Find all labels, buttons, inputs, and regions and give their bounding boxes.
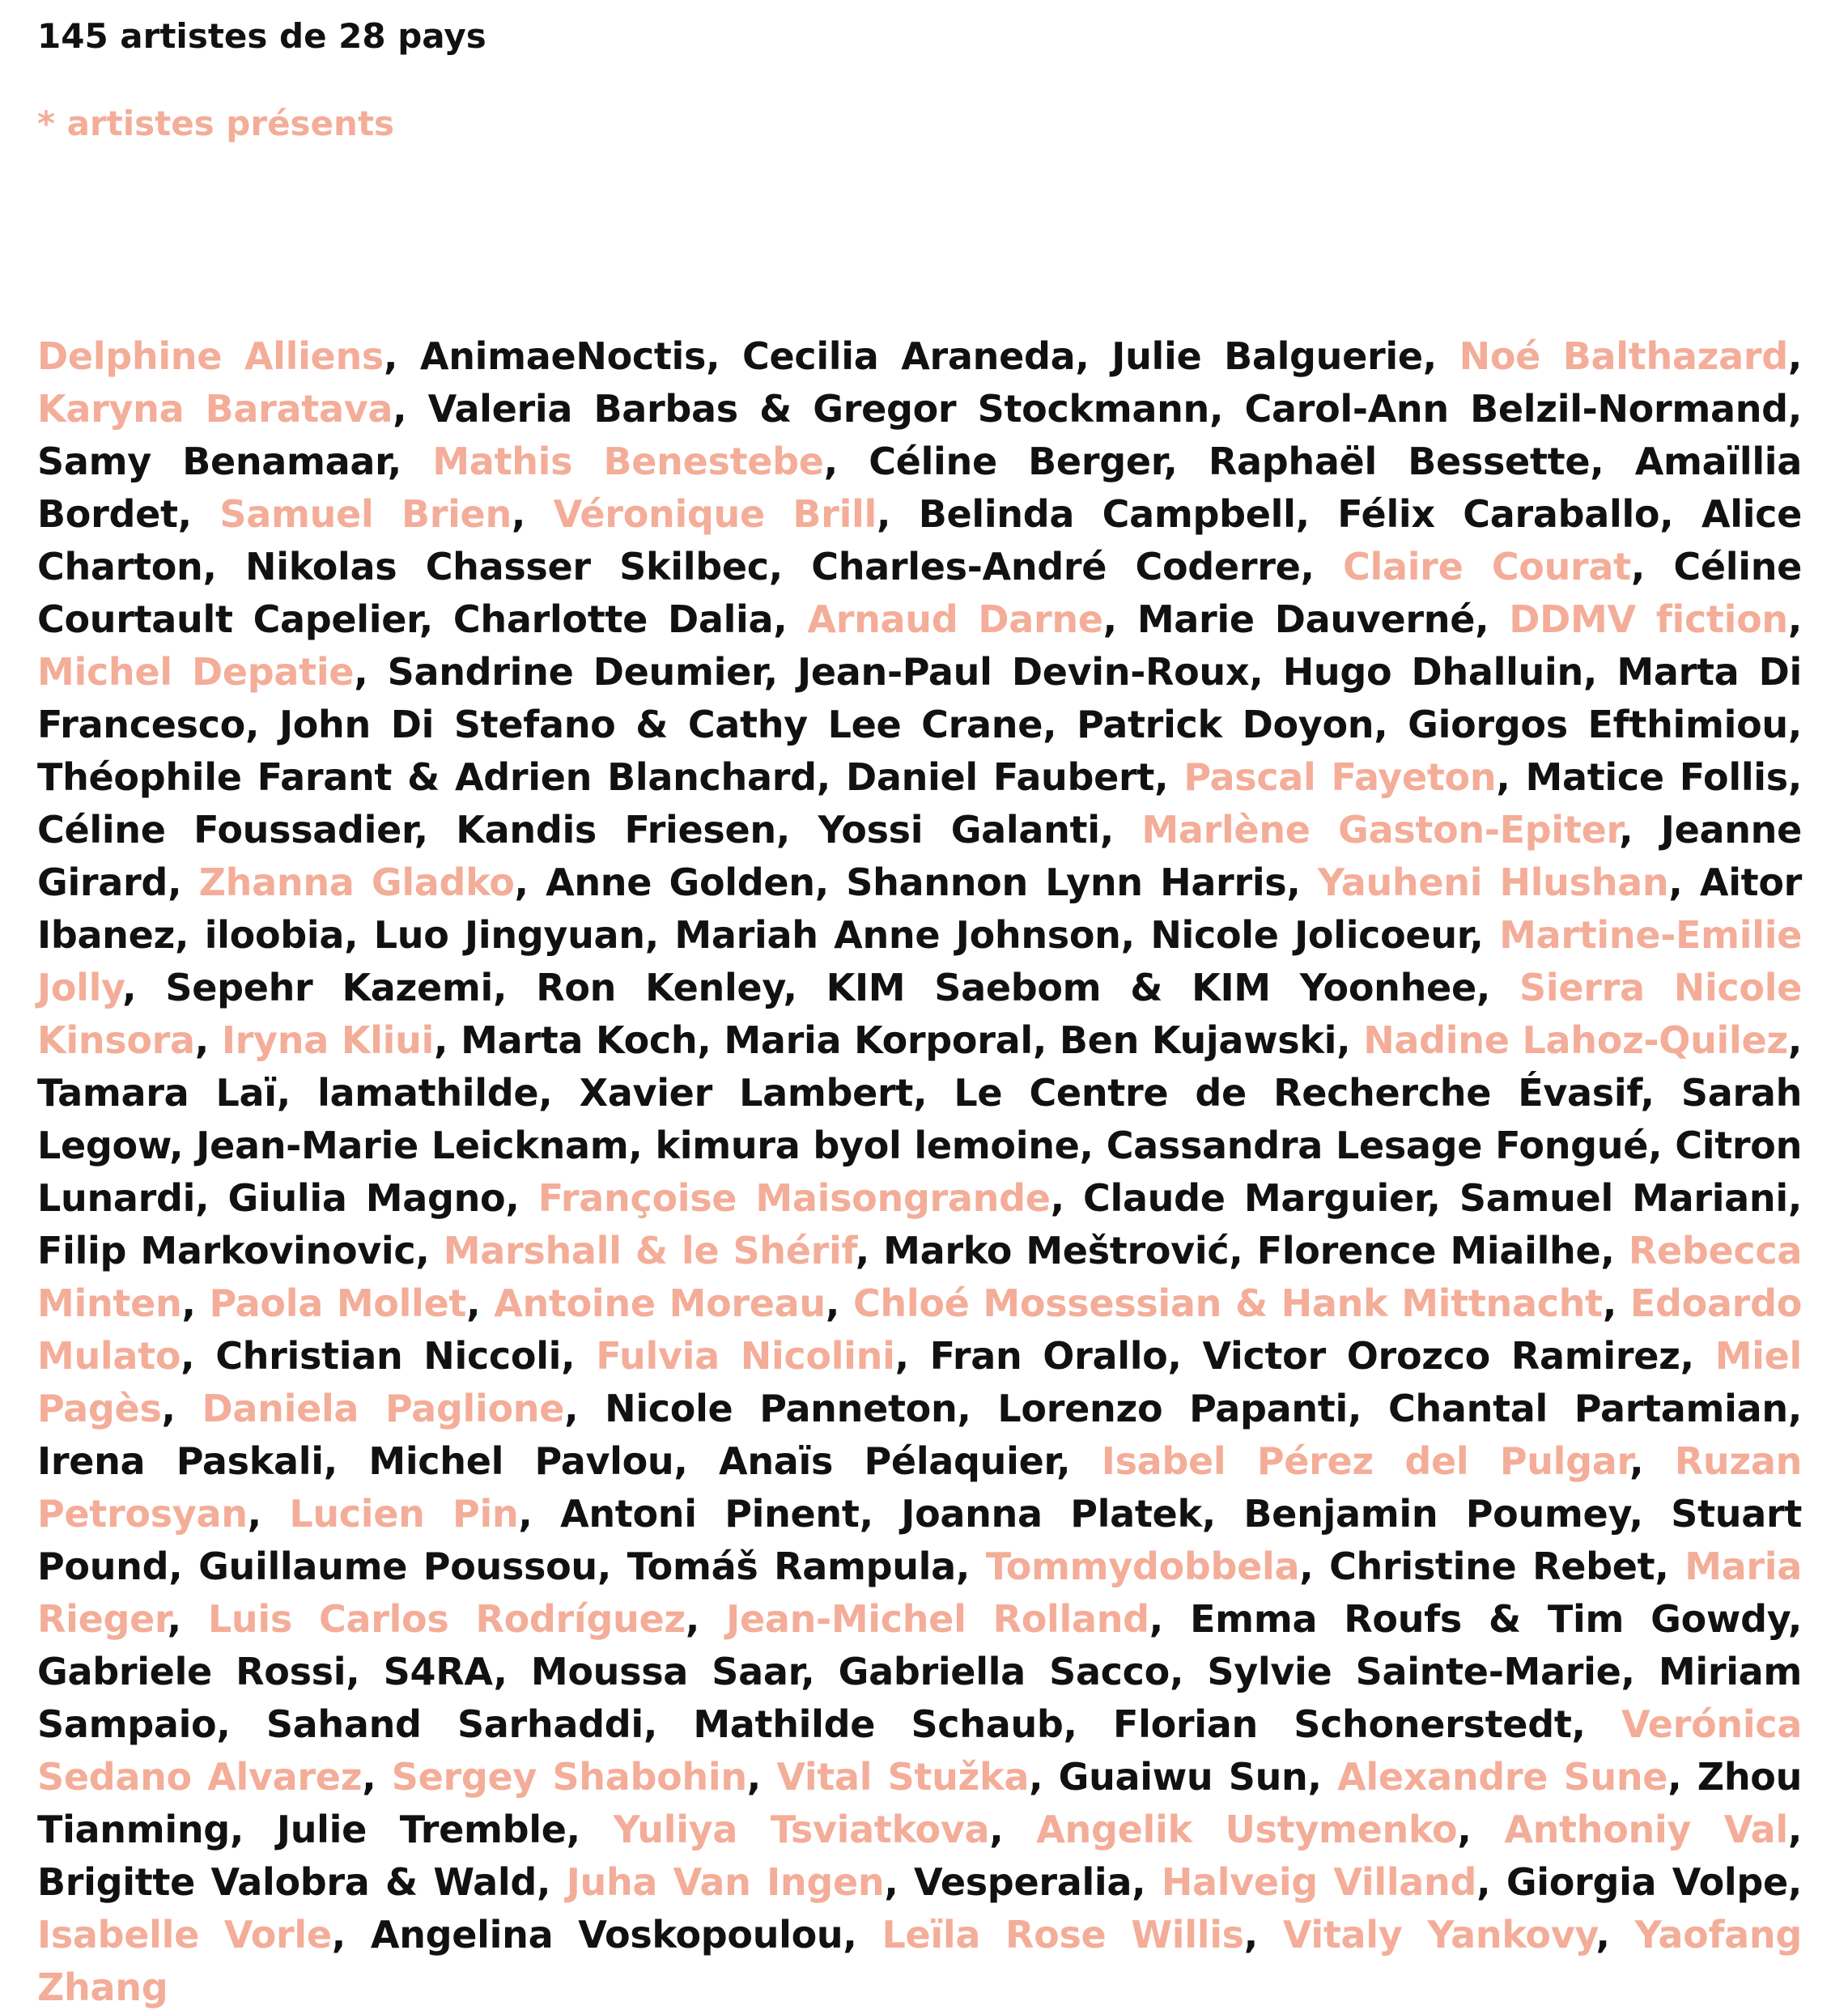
separator-comma: ,	[855, 1229, 884, 1273]
artist-name: Edoardo Mulato	[37, 1281, 1803, 1378]
separator-comma: ,	[344, 913, 374, 957]
artist-name: Marie Dauverné	[1136, 597, 1476, 641]
separator-comma: ,	[168, 1544, 199, 1588]
artist-name: Jean-Marie Leicknam	[196, 1124, 629, 1167]
artist-name: Mathis Benestebe	[432, 440, 824, 483]
artist-name: Sierra Nicole Kinsora	[37, 966, 1803, 1062]
artist-name: Jean-Paul Devin-Roux	[797, 650, 1250, 694]
artist-name: Juha Van Ingen	[566, 1860, 885, 1904]
separator-comma: ,	[1422, 334, 1459, 378]
present-artists-legend: * artistes présents	[37, 104, 395, 143]
separator-comma: ,	[1056, 1439, 1102, 1483]
artist-name: Giorgia Volpe	[1506, 1860, 1788, 1904]
artist-name: Samuel Mariani	[1459, 1176, 1788, 1220]
artist-name: Yuliya Tsviatkova	[613, 1808, 990, 1851]
artist-name: Amaïllia Bordet	[37, 440, 1803, 536]
separator-comma: ,	[783, 966, 826, 1009]
artist-name: Anaïs Pélaquier	[719, 1439, 1057, 1483]
separator-comma: ,	[1787, 1808, 1815, 1851]
separator-comma: ,	[1374, 703, 1408, 746]
separator-comma: ,	[564, 1387, 605, 1430]
separator-comma: ,	[1457, 1808, 1505, 1851]
separator-comma: ,	[244, 703, 279, 746]
separator-comma: ,	[1043, 703, 1077, 746]
separator-comma: ,	[1099, 808, 1142, 852]
artist-name: Vitaly Yankovy	[1282, 1913, 1596, 1957]
separator-comma: ,	[1469, 913, 1500, 957]
separator-comma: ,	[175, 913, 205, 957]
separator-comma: ,	[161, 1387, 202, 1430]
separator-comma: ,	[1167, 1334, 1203, 1378]
artist-name: Françoise Maisongrande	[537, 1176, 1051, 1220]
artist-name: Citron Lunardi	[37, 1124, 1803, 1220]
separator-comma: ,	[1295, 492, 1338, 536]
separator-comma: ,	[1787, 387, 1815, 431]
separator-comma: ,	[168, 860, 199, 904]
artist-name: Julie Balguerie	[1111, 334, 1423, 378]
artist-name: Raphaël Bessette	[1208, 440, 1591, 483]
artist-name: Halveig Villand	[1161, 1860, 1477, 1904]
artist-name: Shannon Lynn Harris	[846, 860, 1287, 904]
artist-name: Mariah Anne Johnson	[674, 913, 1121, 957]
separator-comma: ,	[387, 440, 433, 483]
artist-name: Iryna Kliui	[221, 1018, 435, 1062]
separator-comma: ,	[418, 597, 453, 641]
separator-comma: ,	[955, 1544, 986, 1588]
artist-name: Noé Balthazard	[1459, 334, 1788, 378]
separator-comma: ,	[384, 334, 420, 378]
separator-comma: ,	[195, 1176, 228, 1220]
artist-name: Yauheni Hlushan	[1317, 860, 1669, 904]
separator-comma: ,	[216, 1702, 266, 1746]
artist-name: Florian Schonerstedt	[1113, 1702, 1572, 1746]
artist-name: Nicole Panneton	[605, 1387, 958, 1430]
separator-comma: ,	[505, 1176, 538, 1220]
artist-name: Ruzan Petrosyan	[37, 1439, 1803, 1536]
separator-comma: ,	[181, 1281, 210, 1325]
separator-comma: ,	[1163, 440, 1209, 483]
separator-comma: ,	[247, 1492, 290, 1536]
separator-comma: ,	[169, 1124, 197, 1167]
separator-comma: ,	[1243, 1913, 1283, 1957]
separator-comma: ,	[167, 1597, 208, 1641]
separator-comma: ,	[1426, 1176, 1459, 1220]
separator-comma: ,	[566, 1808, 614, 1851]
separator-comma: ,	[673, 1439, 720, 1483]
artist-name: Cassandra Lesage Fongué	[1106, 1124, 1649, 1167]
separator-comma: ,	[1075, 334, 1112, 378]
separator-comma: ,	[1209, 387, 1245, 431]
separator-comma: ,	[1619, 808, 1661, 852]
separator-comma: ,	[493, 966, 537, 1009]
artist-name: Miriam Sampaio	[37, 1650, 1803, 1746]
artist-name: Marshall & le Shérif	[443, 1229, 856, 1273]
separator-comma: ,	[1201, 1492, 1244, 1536]
separator-comma: ,	[884, 1860, 915, 1904]
page-title: 145 artistes de 28 pays	[37, 16, 486, 56]
separator-comma: ,	[1648, 1124, 1676, 1167]
artist-name: Lucien Pin	[289, 1492, 519, 1536]
separator-comma: ,	[1571, 1702, 1621, 1746]
artist-name: KIM Saebom & KIM Yoonhee	[826, 966, 1476, 1009]
artist-name: Guillaume Poussou	[198, 1544, 597, 1588]
artist-name: Jeanne Girard	[37, 808, 1802, 904]
separator-comma: ,	[1229, 1229, 1257, 1273]
artist-name: Tamara Laï	[37, 1071, 277, 1115]
artist-name: Victor Orozco Ramirez	[1202, 1334, 1680, 1378]
artist-name: Nicole Jolicoeur	[1150, 913, 1470, 957]
artist-name: Miel Pagès	[37, 1334, 1802, 1430]
separator-comma: ,	[1050, 1176, 1084, 1220]
separator-comma: ,	[1300, 545, 1344, 588]
separator-comma: ,	[276, 1071, 318, 1115]
separator-comma: ,	[1149, 1597, 1191, 1641]
separator-comma: ,	[1787, 1018, 1815, 1062]
separator-comma: ,	[1120, 913, 1151, 957]
separator-comma: ,	[1476, 966, 1520, 1009]
separator-comma: ,	[1640, 1071, 1681, 1115]
artist-name: Luis Carlos Rodríguez	[207, 1597, 686, 1641]
separator-comma: ,	[1655, 1544, 1685, 1588]
artist-name: Brigitte Valobra & Wald	[37, 1860, 537, 1904]
artist-name: Marlène Gaston-Epiter	[1141, 808, 1620, 852]
artist-name: Gabriele Rossi	[37, 1650, 346, 1693]
separator-comma: ,	[1347, 1387, 1388, 1430]
separator-comma: ,	[122, 966, 166, 1009]
separator-comma: ,	[1169, 1650, 1208, 1693]
separator-comma: ,	[697, 1018, 724, 1062]
separator-comma: ,	[1079, 1124, 1107, 1167]
separator-comma: ,	[913, 1071, 954, 1115]
artist-name: Xavier Lambert	[579, 1071, 914, 1115]
artist-name: Sepehr Kazemi	[165, 966, 494, 1009]
separator-comma: ,	[1602, 1281, 1630, 1325]
separator-comma: ,	[1787, 1176, 1815, 1220]
artist-name: Céline Courtault Capelier	[37, 545, 1803, 641]
separator-comma: ,	[1063, 1702, 1113, 1746]
separator-comma: ,	[628, 1124, 656, 1167]
artist-name: John Di Stefano & Cathy Lee Crane	[278, 703, 1043, 746]
artist-name: Christian Niccoli	[215, 1334, 562, 1378]
separator-comma: ,	[768, 545, 812, 588]
artist-name: Florence Miailhe	[1256, 1229, 1601, 1273]
artist-name: Nikolas Chasser Skilbec	[245, 545, 769, 588]
artist-name: Nadine Lahoz-Quilez	[1363, 1018, 1788, 1062]
separator-comma: ,	[1032, 1018, 1060, 1062]
artist-name: Sarah Legow	[37, 1071, 1803, 1167]
separator-comma: ,	[643, 1702, 694, 1746]
artist-name: Samuel Brien	[219, 492, 512, 536]
artist-name: Guaiwu Sun	[1058, 1755, 1308, 1799]
artist-name: Martine-Emilie Jolly	[37, 913, 1803, 1009]
artist-name: Gabriella Sacco	[838, 1650, 1170, 1693]
separator-comma: ,	[1476, 1860, 1506, 1904]
separator-comma: ,	[331, 1913, 371, 1957]
separator-comma: ,	[202, 545, 246, 588]
artist-name: Sahand Sarhaddi	[266, 1702, 644, 1746]
separator-comma: ,	[1249, 650, 1283, 694]
artist-name: Lorenzo Papanti	[997, 1387, 1348, 1430]
separator-comma: ,	[1787, 755, 1815, 799]
separator-comma: ,	[229, 1808, 277, 1851]
artist-name: Véronique Brill	[553, 492, 877, 536]
artist-name: Kandis Friesen	[456, 808, 776, 852]
artist-name: Sandrine Deumier	[387, 650, 764, 694]
separator-comma: ,	[514, 860, 546, 904]
separator-comma: ,	[1582, 650, 1617, 694]
artist-name: Antoni Pinent	[560, 1492, 860, 1536]
artist-name: lamathilde	[317, 1071, 539, 1115]
separator-comma: ,	[538, 1071, 580, 1115]
artist-name: Anne Golden	[546, 860, 815, 904]
artist-name: Isabel Pérez del Pulgar	[1101, 1439, 1630, 1483]
artist-name: Rebecca Minten	[37, 1229, 1803, 1325]
separator-comma: ,	[493, 1650, 531, 1693]
artist-name: Belinda Campbell	[918, 492, 1296, 536]
artist-name: Pascal Fayeton	[1183, 755, 1497, 799]
separator-comma: ,	[362, 1755, 392, 1799]
artist-name: Zhanna Gladko	[198, 860, 515, 904]
separator-comma: ,	[775, 808, 818, 852]
separator-comma: ,	[773, 597, 808, 641]
separator-comma: ,	[181, 1334, 216, 1378]
artist-name: Sergey Shabohin	[391, 1755, 747, 1799]
separator-comma: ,	[814, 860, 847, 904]
separator-comma: ,	[1590, 440, 1635, 483]
artist-name: Maria Korporal	[724, 1018, 1033, 1062]
artist-name: kimura byol lemoine	[655, 1124, 1080, 1167]
artist-name: Yossi Galanti	[818, 808, 1100, 852]
separator-comma: ,	[801, 1650, 839, 1693]
separator-comma: ,	[1787, 1597, 1815, 1641]
artist-name: Claude Marguier	[1083, 1176, 1427, 1220]
separator-comma: ,	[1787, 703, 1815, 746]
separator-comma: ,	[843, 1913, 882, 1957]
separator-comma: ,	[876, 492, 919, 536]
separator-comma: ,	[859, 1492, 902, 1536]
artist-name: Marta Di Francesco	[37, 650, 1803, 746]
separator-comma: ,	[561, 1334, 597, 1378]
artist-name: Luo Jingyuan	[373, 913, 645, 957]
artist-name: Marko Meštrović	[883, 1229, 1230, 1273]
separator-comma: ,	[1621, 1650, 1659, 1693]
artist-name: Joanna Platek	[901, 1492, 1202, 1536]
artist-name: Karyna Baratava	[37, 387, 393, 431]
separator-comma: ,	[393, 387, 428, 431]
artist-name: Emma Roufs & Tim Gowdy	[1190, 1597, 1788, 1641]
artist-name: AnimaeNoctis	[419, 334, 707, 378]
separator-comma: ,	[1787, 1387, 1815, 1430]
artist-name: Fulvia Nicolini	[596, 1334, 895, 1378]
separator-comma: ,	[518, 1492, 561, 1536]
artist-name: Charlotte Dalia	[452, 597, 774, 641]
artist-name: Marta Koch	[461, 1018, 698, 1062]
artist-name: Christine Rebet	[1329, 1544, 1655, 1588]
separator-comma: ,	[1629, 1439, 1675, 1483]
separator-comma: ,	[1668, 860, 1700, 904]
artist-name: Michel Depatie	[37, 650, 355, 694]
artist-name: S4RA	[383, 1650, 494, 1693]
separator-comma: ,	[1154, 755, 1184, 799]
separator-comma: ,	[1307, 1755, 1338, 1799]
separator-comma: ,	[1629, 1492, 1672, 1536]
separator-comma: ,	[706, 334, 743, 378]
artist-name: Patrick Doyon	[1077, 703, 1374, 746]
separator-comma: ,	[1299, 1544, 1330, 1588]
artist-name: Cecilia Araneda	[742, 334, 1076, 378]
artist-name: Michel Pavlou	[368, 1439, 674, 1483]
artist-name: Tomáš Rampula	[627, 1544, 956, 1588]
separator-comma: ,	[434, 1018, 461, 1062]
separator-comma: ,	[1475, 597, 1510, 641]
separator-comma: ,	[1680, 1334, 1715, 1378]
separator-comma: ,	[685, 1597, 727, 1641]
artist-name: Jean-Michel Rolland	[726, 1597, 1149, 1641]
artist-name: Carol-Ann Belzil-Normand	[1244, 387, 1788, 431]
separator-comma: ,	[1787, 334, 1815, 378]
artist-name: Matice Follis	[1525, 755, 1788, 799]
artist-name: Théophile Farant & Adrien Blanchard	[37, 755, 817, 799]
separator-comma: ,	[816, 755, 846, 799]
artist-name: Zhou Tianming	[37, 1755, 1803, 1851]
separator-comma: ,	[346, 1650, 384, 1693]
separator-comma: ,	[511, 492, 554, 536]
separator-comma: ,	[1496, 755, 1526, 799]
separator-comma: ,	[1787, 1860, 1815, 1904]
separator-comma: ,	[1659, 492, 1701, 536]
artist-name: Alice Charton	[37, 492, 1803, 588]
artist-name: Daniela Paglione	[202, 1387, 565, 1430]
artist-name: Céline Foussadier	[37, 808, 414, 852]
artist-name: Benjamin Poumey	[1243, 1492, 1629, 1536]
artist-list	[37, 330, 1815, 2014]
separator-comma: ,	[1102, 597, 1137, 641]
artist-name: Moussa Saar	[530, 1650, 801, 1693]
separator-comma: ,	[825, 1281, 853, 1325]
artist-name: Fran Orallo	[929, 1334, 1168, 1378]
artist-name: Anthoniy Val	[1504, 1808, 1788, 1851]
separator-comma: ,	[414, 808, 457, 852]
separator-comma: ,	[597, 1544, 627, 1588]
artist-name: Céline Berger	[869, 440, 1164, 483]
artist-name: Filip Markovinovic	[37, 1229, 416, 1273]
separator-comma: ,	[323, 1439, 369, 1483]
artist-name: Aitor Ibanez	[37, 860, 1803, 957]
separator-comma: ,	[177, 492, 220, 536]
artist-name: Delphine Alliens	[37, 334, 384, 378]
artist-name: Samy Benamaar	[37, 440, 388, 483]
separator-comma: ,	[415, 1229, 444, 1273]
separator-comma: ,	[1787, 597, 1815, 641]
artist-name: Ben Kujawski	[1059, 1018, 1337, 1062]
artist-name: Isabelle Vorle	[37, 1913, 332, 1957]
artist-name: Chantal Partamian	[1387, 1387, 1788, 1430]
artist-name: Giorgos Efthimiou	[1408, 703, 1788, 746]
artist-name: DDMV fiction	[1509, 597, 1788, 641]
separator-comma: ,	[354, 650, 388, 694]
artist-name: Félix Caraballo	[1337, 492, 1660, 536]
separator-comma: ,	[894, 1334, 930, 1378]
artist-name: Paola Mollet	[209, 1281, 467, 1325]
artist-name: Valeria Barbas & Gregor Stockmann	[427, 387, 1209, 431]
artist-name: Angelik Ustymenko	[1036, 1808, 1458, 1851]
artist-name: Chloé Mossessian & Hank Mittnacht	[852, 1281, 1603, 1325]
artist-name: Tommydobbela	[985, 1544, 1300, 1588]
artist-name: Yaofang Zhang	[37, 1913, 1803, 2009]
separator-comma: ,	[746, 1755, 777, 1799]
separator-comma: ,	[644, 913, 675, 957]
separator-comma: ,	[537, 1860, 567, 1904]
artist-name: Sylvie Sainte-Marie	[1207, 1650, 1621, 1693]
separator-comma: ,	[1667, 1755, 1697, 1799]
artist-name: Arnaud Darne	[807, 597, 1103, 641]
artist-name: Irena Paskali	[37, 1439, 324, 1483]
separator-comma: ,	[823, 440, 869, 483]
artist-name: Daniel Faubert	[845, 755, 1155, 799]
separator-comma: ,	[466, 1281, 495, 1325]
separator-comma: ,	[1286, 860, 1318, 904]
artist-name: Maria Rieger	[37, 1544, 1802, 1641]
separator-comma: ,	[1595, 1913, 1635, 1957]
separator-comma: ,	[989, 1808, 1037, 1851]
separator-comma: ,	[1029, 1755, 1059, 1799]
artist-name: Antoine Moreau	[494, 1281, 826, 1325]
separator-comma: ,	[1336, 1018, 1364, 1062]
artist-name: Giulia Magno	[227, 1176, 506, 1220]
artist-name: Angelina Voskopoulou	[370, 1913, 843, 1957]
artist-name: Alexandre Sune	[1337, 1755, 1668, 1799]
artist-name: Mathilde Schaub	[693, 1702, 1064, 1746]
artist-name: Verónica Sedano Alvarez	[37, 1702, 1802, 1799]
artist-name: Le Centre de Recherche Évasif	[954, 1071, 1641, 1115]
artist-name: Hugo Dhalluin	[1282, 650, 1583, 694]
artist-name: Julie Tremble	[276, 1808, 567, 1851]
separator-comma: ,	[763, 650, 798, 694]
separator-comma: ,	[1132, 1860, 1162, 1904]
artist-name: Vital Stužka	[776, 1755, 1030, 1799]
separator-comma: ,	[1600, 1229, 1629, 1273]
artist-name: Claire Courat	[1343, 545, 1631, 588]
artist-name: Charles-André Coderre	[811, 545, 1301, 588]
artist-name: Ron Kenley	[536, 966, 784, 1009]
artist-name: iloobia	[204, 913, 345, 957]
separator-comma: ,	[957, 1387, 998, 1430]
artist-name: Stuart Pound	[37, 1492, 1803, 1588]
artist-name: Vesperalia	[914, 1860, 1132, 1904]
separator-comma: ,	[194, 1018, 222, 1062]
separator-comma: ,	[1630, 545, 1674, 588]
artist-name: Leïla Rose Willis	[882, 1913, 1244, 1957]
